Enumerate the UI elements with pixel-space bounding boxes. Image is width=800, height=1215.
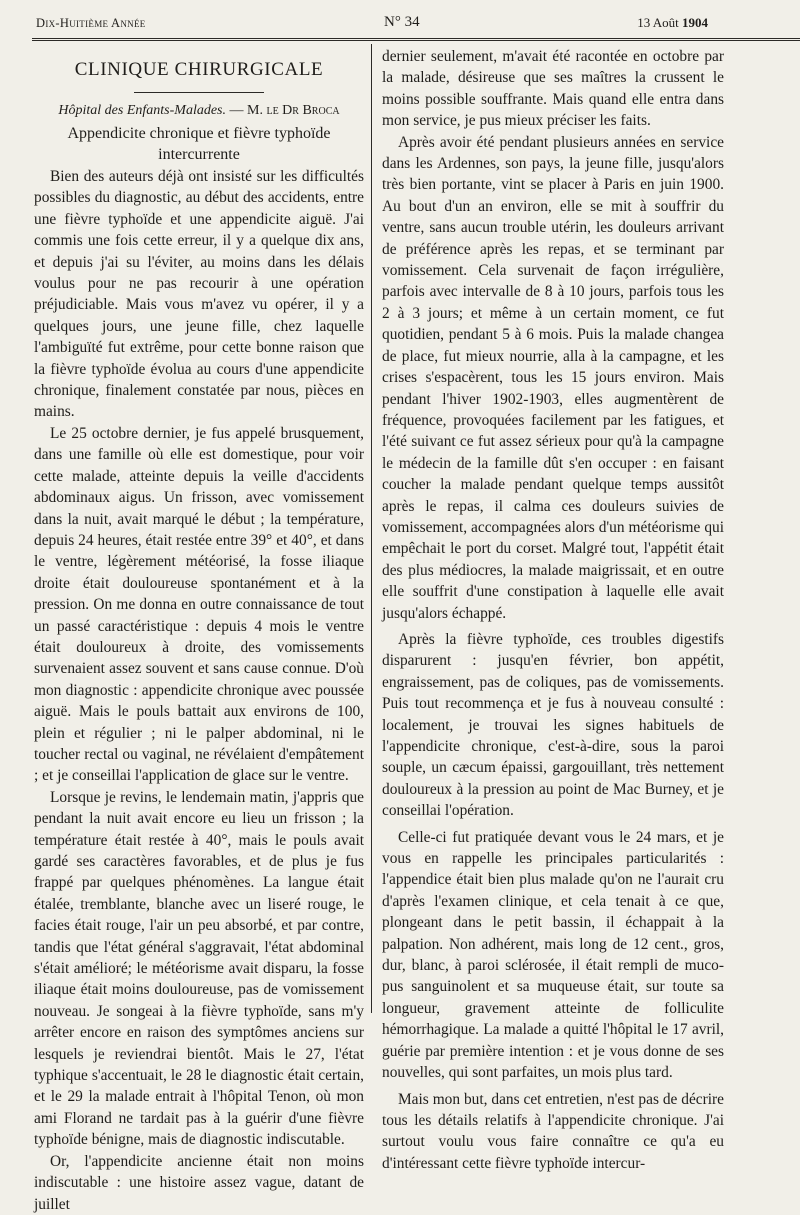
header-rule bbox=[32, 38, 800, 45]
hospital-name: Hôpital des Enfants-Malades. bbox=[58, 103, 227, 118]
column-divider bbox=[371, 44, 372, 1013]
right-column bbox=[382, 46, 724, 1174]
byline bbox=[34, 101, 364, 120]
paragraph: Le 25 octobre dernier, je fus appelé brusquement, dans une famille où elle est domestique, pour voir cette malade, atteinte depuis la veille d'accidents abdominaux aigus. Un frisson, avec vomissement dans la nuit, avait marqué le début ; la température, depuis 24 heures, était restée entre 39° et 40°, et dans le ventre, légèrement météorisé, la fosse iliaque droite était douloureuse spontanément et à la pression. On me donna en outre connaissance de tout un passé caractéristique : depuis 4 mois le ventre était douloureux à droite, des vomissements survenaient assez souvent et sans cause connue. D'où mon diagnostic : appendicite chronique avec poussée aiguë. Mais le pouls battait aux environs de 100, plein et régulier ; ni le palper abdominal, ni le toucher rectal ou vaginal, ne révélaient d'empâtement ; et je conseillai l'application de glace sur le ventre. bbox=[34, 424, 364, 785]
title-rule bbox=[134, 92, 264, 93]
paragraph: Après la fièvre typhoïde, ces troubles digestifs disparurent : jusqu'en février, bon appétit, engraissement, pas de coliques, pas de vomissements. Puis tout recommença et je fus à nouveau consulté : localement, je trouvai les signes habituels de l'appendicite chronique, c'est-à-dire, sous la paroi souple, un cæcum épaissi, gargouillant, très nettement douloureux à la pression au point de Mac Burney, et je conseillai l'opération. bbox=[382, 630, 724, 820]
issue-date-day-month: 13 Août bbox=[637, 15, 679, 30]
article-title-line-1: Appendicite chronique et fièvre typhoïde bbox=[67, 125, 331, 142]
paragraph: Lorsque je revins, le lendemain matin, j'appris que pendant la nuit avait encore eu lieu un frisson ; la température était restée à 40°, mais le pouls avait gardé ses caractères favorables, et de plus je fus frappé par quelques phénomènes. La langue était étalée, tremblante, blanche avec un liseré rouge, le facies était rouge, l'air un peu absorbé, et par contre, tandis que l'état général s'aggravait, l'état abdominal s'était amélioré; le météorisme avait disparu, la fosse iliaque était moins douloureuse, pas de vomissement nouveau. Je songeai à la fièvre typhoïde, sans m'y arrêter encore en raison des symptômes anciens sur lesquels je reviendrai bientôt. Mais le 27, l'état typhique s'accentuait, le 28 le diagnostic était certain, et le 29 la malade entrait à l'hôpital Tenon, où mon ami Florand ne tardait pas à la guérir d'une fièvre typhoïde bénigne, mais de diagnostic indiscutable. bbox=[34, 788, 364, 1149]
issue-date bbox=[637, 15, 708, 31]
issue-number: N° 34 bbox=[384, 14, 420, 30]
left-column bbox=[34, 50, 364, 1215]
paragraph: Celle-ci fut pratiquée devant vous le 24 mars, et je vous en rappelle les principales particularités : l'appendice était bien plus malade qu'on ne l'aurait cru d'après l'examen clinique, et cela tenait à ce que, plongeant dans le petit bassin, il échappait à la palpation. Non adhérent, mais long de 12 cent., gros, dur, blanc, à paroi sclérosée, il était rempli de muco-pus sanguinolent et sa muqueuse était, sur toute sa longueur, gravement atteinte de folliculite hémorrhagique. La malade a quitté l'hôpital le 17 avril, guérie par première intention : et je vous donne de ses nouvelles, qui sont parfaites, un mois plus tard. bbox=[382, 828, 724, 1082]
paragraph: Mais mon but, dans cet entretien, n'est pas de décrire tous les détails relatifs à l'appendicite chronique. J'ai surtout voulu vous faire connaître ce qu'a eu d'intéressant cette fièvre typhoïde intercur- bbox=[382, 1090, 724, 1172]
article-title-line-2: intercurrente bbox=[158, 146, 240, 163]
paragraph: dernier seulement, m'avait été racontée en octobre par la malade, désireuse que ses maîtres la crussent le moins possible souffrante. Mais quand elle entra dans mon service, je pus mieux préciser les faits. bbox=[382, 48, 724, 130]
running-head bbox=[32, 14, 792, 36]
paragraph: Après avoir été pendant plusieurs années en service dans les Ardennes, son pays, la jeune fille, jusqu'alors très bien portante, vint se placer à Paris en juin 1900. Au bout d'un an environ, elle se mit à souffrir du ventre, sans aucun trouble utérin, les douleurs arrivant de préférence après les repas, et se terminant par vomissement. Cela survenait de façon irrégulière, parfois avec intervalle de 8 à 10 jours, parfois tous les 2 à 3 jours; et même à un certain moment, ce fut quotidien, pendant 5 à 6 mois. Puis la malade changea de place, fut mieux nourrie, alla à la campagne, et les crises s'espacèrent, tous les 15 jours environ. Mais pendant l'hiver 1902-1903, elles augmentèrent de fréquence, provoquées facilement par les fatigues, et l'été suivant ce fut assez sérieux pour qu'à la campagne le médecin de la famille dût s'en occuper : en faisant coucher la malade pendant quelque temps aussitôt après le repas, il calma ces douleurs suivies de vomissement, accompagnées alors d'un météorisme qui empêchait le port du corset. Malgré tout, l'appétit était des plus médiocres, la malade maigrissait, et en outre elle souffrit d'une constipation à laquelle elle avait jusqu'alors échappé. bbox=[382, 133, 724, 622]
issue-date-year: 1904 bbox=[682, 15, 708, 30]
author-name: — M. le Dr Broca bbox=[229, 103, 340, 118]
paragraph: Or, l'appendicite ancienne était non moins indiscutable : une histoire assez vague, datant de juillet bbox=[34, 1152, 364, 1213]
section-title: CLINIQUE CHIRURGICALE bbox=[74, 59, 324, 80]
paragraph: Bien des auteurs déjà ont insisté sur les difficultés possibles du diagnostic, au début des accidents, entre une fièvre typhoïde et une appendicite aiguë. J'ai commis une fois cette erreur, il y a quelque dix ans, et depuis j'ai su l'éviter, au moins dans les délais voulus pour ne pas recourir à une opération préjudiciable. Mais vous m'avez vu opérer, il y a quelques jours, une jeune fille, chez laquelle l'ambiguïté fut extrême, pour cette bonne raison que la fièvre typhoïde évolua au cours d'une appendicite chronique, finalement constatée par nous, pièces en mains. bbox=[34, 168, 364, 421]
volume-year: Dix-Huitième Année bbox=[36, 16, 146, 30]
